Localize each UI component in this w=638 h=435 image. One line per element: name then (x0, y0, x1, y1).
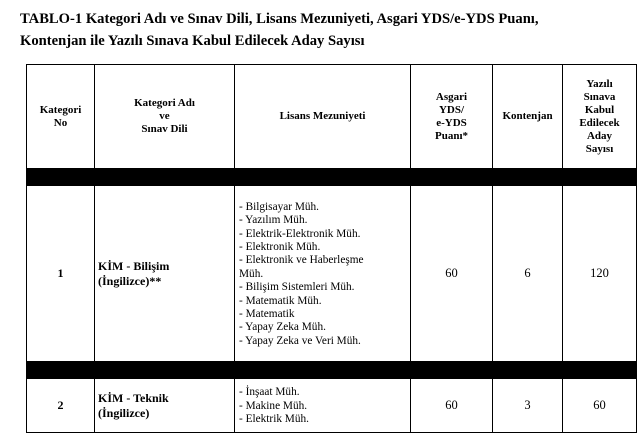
aday-sayisi: 120 (563, 186, 637, 362)
lisans-list (235, 186, 411, 362)
list-item: - Yazılım Müh. (239, 214, 308, 227)
kategori-adi: KİM - Bilişim (İngilizce)** (95, 186, 235, 362)
aday-sayisi: 60 (563, 379, 637, 433)
list-item: - Matematik (239, 308, 295, 321)
separator-band (27, 362, 637, 379)
list-item: - Elektrik-Elektronik Müh. (239, 227, 361, 240)
header-kategori-no: Kategori No (27, 65, 95, 169)
table-row (27, 379, 637, 433)
separator-band (27, 169, 637, 186)
kategori-adi: KİM - Teknik (İngilizce) (95, 379, 235, 433)
list-item: - Bilişim Sistemleri Müh. (239, 281, 355, 294)
header-row (27, 65, 637, 169)
table-title (20, 8, 636, 52)
list-item: - Matematik Müh. (239, 294, 322, 307)
title-line-1: TABLO-1 Kategori Adı ve Sınav Dili, Lisans Mezuniyeti, Asgari YDS/e-YDS Puanı, (20, 11, 539, 27)
list-item: - Makine Müh. (239, 399, 308, 412)
header-aday-sayisi: Yazılı Sınava Kabul Edilecek Aday Sayısı (563, 65, 637, 169)
header-kontenjan: Kontenjan (493, 65, 563, 169)
list-item: - Elektrik Müh. (239, 413, 309, 426)
table-row (27, 186, 637, 362)
list-item: - Bilgisayar Müh. (239, 200, 320, 213)
lisans-list (235, 379, 411, 433)
header-kategori-adi: Kategori Adı ve Sınav Dili (95, 65, 235, 169)
quota-table (26, 64, 637, 433)
list-item: - Yapay Zeka Müh. (239, 321, 326, 334)
kontenjan: 3 (493, 379, 563, 433)
kategori-no: 1 (27, 186, 95, 362)
asgari-puan: 60 (411, 379, 493, 433)
asgari-puan: 60 (411, 186, 493, 362)
kontenjan: 6 (493, 186, 563, 362)
kategori-no: 2 (27, 379, 95, 433)
list-item: - Elektronik Müh. (239, 240, 321, 253)
header-asgari-puan: Asgari YDS/ e-YDS Puanı* (411, 65, 493, 169)
title-line-2: Kontenjan ile Yazılı Sınava Kabul Edilecek Aday Sayısı (20, 33, 365, 49)
list-item: - Elektronik ve Haberleşme (239, 254, 364, 267)
list-item: - İnşaat Müh. (239, 386, 300, 399)
list-item: Müh. (239, 267, 264, 280)
header-lisans-mezuniyeti: Lisans Mezuniyeti (235, 65, 411, 169)
list-item: - Yapay Zeka ve Veri Müh. (239, 334, 361, 347)
